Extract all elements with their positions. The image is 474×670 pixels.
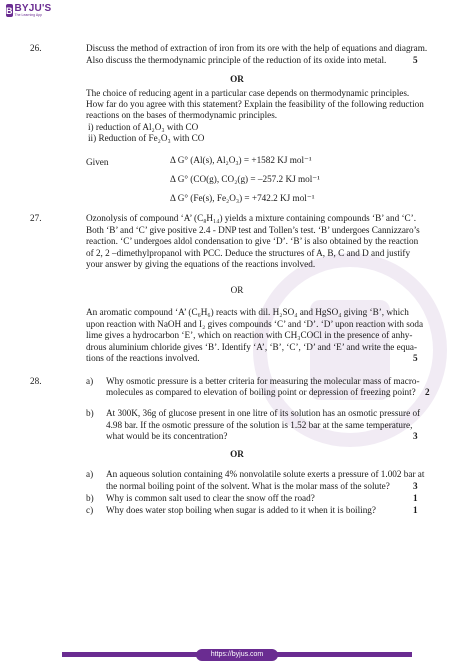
q28-b-label: b) [86,408,94,418]
q27-alt-line: lime gives a hydrocarbon ‘E’, which on reaction with CH₃COCl in the presence of anhy- [86,330,413,340]
q28-alt-c-label: c) [86,505,94,515]
q28-alt-c-line: Why does water stop boiling when sugar is added to it when it is boiling? [106,505,376,515]
q26-alt-line: How far do you agree with this statement? Explain the feasibility of the following reduction [86,99,424,109]
q28-alt-b-label: b) [86,493,94,503]
q26-line: Also discuss the thermodynamic principle of the reduction of its oxide into metal. [86,55,387,65]
given-label: Given [86,157,109,167]
q28-alt-c-marks: 1 [413,505,418,515]
q28-b-line: At 300K, 36g of glucose present in one litre of its solution has an osmotic pressure of [106,408,421,418]
q27-alt-line: An aromatic compound ‘A’ (C₆H₆) reacts with dil. H₂SO₄ and HgSO₄ giving ‘B’, which [86,307,409,317]
q28-a-label: a) [86,376,94,386]
q27-alt-line: tions of the reactions involved. [86,353,200,363]
q28-a-line: molecules as compared to elevation of boiling point or depression of freezing point? [106,387,416,397]
q28-alt-a-line: the normal boiling point of the solvent. What is the molar mass of the solute? [106,481,390,491]
q28-alt-b-line: Why is common salt used to clear the snow off the road? [106,493,315,503]
q28-b-line: what would be its concentration? [106,431,228,441]
q28-alt-b-marks: 1 [413,493,418,503]
or-separator: OR [230,74,244,84]
brand-tagline: The Learning App [14,13,43,17]
q27-line: Both ‘B’ and ‘C’ give positive 2.4 - DNP test and Tollen’s test. ‘B’ undergoes Cannizzaro’s [86,225,420,235]
question-number: 26. [30,43,42,53]
q27-alt-line: drous aluminium chloride gives ‘B’. Identify ‘A’, ‘B’, ‘C’, ‘D’ and ‘E’ and write the equa- [86,342,418,352]
given-equation: Δ G° (Fe(s), Fe₂O₃) = +742.2 KJ mol⁻¹ [170,193,315,203]
q27-line: Ozonolysis of compound ‘A’ (C₈H₁₄) yields a mixture containing compounds ‘B’ and ‘C’. [86,213,417,223]
q28-alt-a-marks: 3 [413,481,418,491]
q28-b-marks: 3 [413,431,418,441]
q27-line: reaction. ‘C’ undergoes aldol condensation to give ‘D’. ‘B’ is also obtained by the reaction [86,236,419,246]
brand-name: BYJU'S [14,3,52,14]
question-number: 27. [30,213,42,223]
given-equation: Δ G° (Al(s), Al₂O₃) = +1582 KJ mol⁻¹ [170,155,312,165]
or-separator: OR [230,285,244,295]
or-separator: OR [230,449,244,459]
q26-item: ii) Reduction of Fe₂O₃ with CO [88,133,205,143]
q28-a-line: Why osmotic pressure is a better criteria for measuring the molecular mass of macro- [106,376,420,386]
q27-alt-line: upon reaction with NaOH and I₂ gives compounds ‘C’ and ‘D’. ‘D’ upon reaction with soda [86,319,424,329]
q26-item: i) reduction of Al₂O₃ with CO [88,122,199,132]
q27-marks: 5 [413,353,418,363]
q28-alt-a-line: An aqueous solution containing 4% nonvolatile solute exerts a pressure of 1.002 bar at [106,469,425,479]
footer-url-link[interactable]: https://byjus.com [196,649,278,661]
q26-marks: 5 [413,55,418,65]
q27-line: of 2, 2 –dimethylpropanol with PCC. Deduce the structures of A, B, C and D and justify [86,248,411,258]
given-equation: Δ G° (CO(g), CO₂(g) = –257.2 KJ mol⁻¹ [170,174,320,184]
q26-alt-line: reactions on the bases of thermodynamic principles. [86,110,278,120]
q26-line: Discuss the method of extraction of iron from its ore with the help of equations and diagram. [86,43,428,53]
q28-alt-a-label: a) [86,469,94,479]
question-number: 28. [30,376,42,386]
byjus-logo-mark-icon: B [6,5,13,16]
byjus-logo[interactable] [6,3,52,24]
q26-alt-line: The choice of reducing agent in a particular case depends on thermodynamic principles. [86,88,410,98]
q28-a-marks: 2 [425,387,430,397]
q28-b-line: 4.98 bar. If the osmotic pressure of the solution is 1.52 bar at the same temperature, [106,420,413,430]
q27-line: your answer by giving the equations of the reactions involved. [86,259,316,269]
